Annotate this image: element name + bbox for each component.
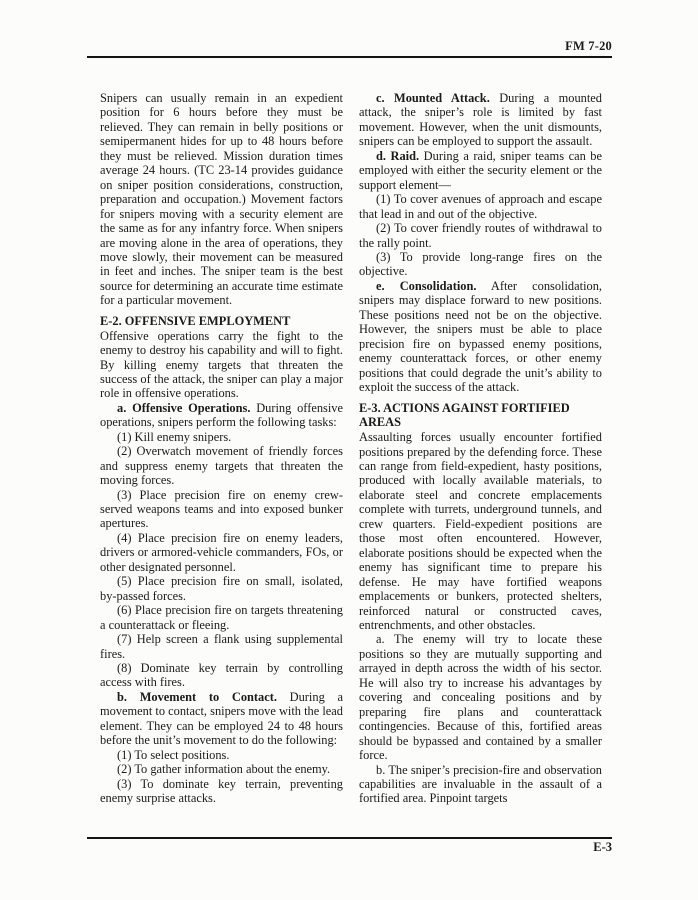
section-heading: E-2. OFFENSIVE EMPLOYMENT <box>100 313 291 328</box>
paragraph: Snipers can usually remain in an expedient position for 6 hours before they must be relieved. They can remain in belly positions or semipermanent hides for up to 48 hours before they must be relieved. Mission duration times average 24 hours. (TC 23-14 provides guidance on sniper position considerations, construction, preparation and occupation.) Movement factors for snipers moving with a security element are the same as for any infantry force. When snipers are moving alone in the area of operations, they move slowly, their movement can be measured in feet and inches. The sniper team is the best source for determining an accurate time estimate for a particular movement. <box>100 91 343 308</box>
paragraph: (2) To cover friendly routes of withdrawal to the rally point. <box>359 221 602 250</box>
paragraph: (1) Kill enemy snipers. <box>117 429 232 444</box>
paragraph: (8) Dominate key terrain by controlling access with fires. <box>100 661 343 690</box>
paragraph: (1) To cover avenues of approach and escape that lead in and out of the objective. <box>359 192 602 221</box>
paragraph: (3) To dominate key terrain, preventing enemy surprise attacks. <box>100 776 343 806</box>
paragraph: b. The sniper’s precision-fire and observation capabilities are invaluable in the assault of a fortified area. Pinpoint targets <box>359 762 602 806</box>
footer-rule <box>87 837 612 839</box>
paragraph: (2) To gather information about the enemy. <box>117 762 331 777</box>
paragraph: d. Raid. During a raid, sniper teams can be employed with either the security element or the support element— <box>359 148 603 192</box>
paragraph: (1) To select positions. <box>117 747 230 762</box>
paragraph: a. The enemy will try to locate these positions so they are mutually supporting and arrayed in depth across the width of his sector. He will also try to increase his advantages by covering and concealing positions and by preparing fire plans and counterattack contingencies. Because of this, fortified areas should be bypassed and contained by a smaller force. <box>359 632 602 763</box>
paragraph-lead: e. Consolidation. <box>376 278 477 293</box>
right-column <box>359 91 602 806</box>
document-code: FM 7-20 <box>565 39 612 53</box>
paragraph-lead: c. Mounted Attack. <box>376 91 490 105</box>
paragraph: c. Mounted Attack. During a mounted attack, the sniper’s role is limited by fast movement. However, when the unit dismounts, snipers can be employed to support the assault. <box>359 91 602 149</box>
page-number: E-3 <box>593 840 612 854</box>
paragraph: (3) To provide long-range fires on the objective. <box>359 249 602 279</box>
paragraph: (7) Help screen a flank using supplemental fires. <box>100 632 343 661</box>
paragraph: Assaulting forces usually encounter fortified positions prepared by the defending force. These can range from field-expedient, hasty positions, produced with locally available materials, to elaborate steel and concrete emplacements complete with turrets, underground tunnels, and crew quarters. Field-expedient positions are those most often encountered. However, elaborate positions should be expected when the enemy has significant time to prepare his defense. He may have fortified weapons emplacements or bunkers, protected shelters, reinforced natural or constructed caves, entrenchments, and other obstacles. <box>359 430 602 632</box>
left-column <box>100 91 343 806</box>
section-heading: E-3. ACTIONS AGAINST FORTIFIED AREAS <box>359 400 570 430</box>
paragraph-lead: d. Raid. <box>376 148 420 163</box>
paragraph: b. Movement to Contact. During a movement to contact, snipers move with the lead element. They can be employed 24 to 48 hours before the unit’s movement to do the following: <box>100 689 343 748</box>
text-columns <box>100 91 602 806</box>
paragraph: a. Offensive Operations. During offensive operations, snipers perform the following tasks: <box>100 400 343 430</box>
page-footer <box>87 837 612 867</box>
paragraph: (4) Place precision fire on enemy leaders, drivers or armored-vehicle commanders, FOs, or other designated personnel. <box>100 530 343 574</box>
paragraph: (3) Place precision fire on enemy crew-served weapons teams and into exposed bunker apertures. <box>100 487 343 531</box>
paragraph: (6) Place precision fire on targets threatening a counterattack or fleeing. <box>100 603 343 632</box>
paragraph: Offensive operations carry the fight to the enemy to destroy his capability and will to fight. By killing enemy targets that threaten the success of the attack, the sniper can play a major role in offensive operations. <box>100 328 343 401</box>
paragraph: (2) Overwatch movement of friendly forces and suppress enemy targets that threaten the moving forces. <box>100 444 343 488</box>
paragraph: e. Consolidation. After consolidation, snipers may displace forward to new positions. These positions need not be on the objective. However, the snipers must be able to place precision fire on bypassed enemy positions, enemy counterattack forces, or other enemy positions that could degrade the unit’s ability to exploit the success of the attack. <box>359 278 602 395</box>
page-header <box>87 0 612 60</box>
paragraph-lead: a. Offensive Operations. <box>117 400 251 415</box>
header-rule <box>87 56 612 58</box>
paragraph-lead: b. Movement to Contact. <box>117 689 277 704</box>
paragraph: (5) Place precision fire on small, isolated, by-passed forces. <box>100 574 343 603</box>
